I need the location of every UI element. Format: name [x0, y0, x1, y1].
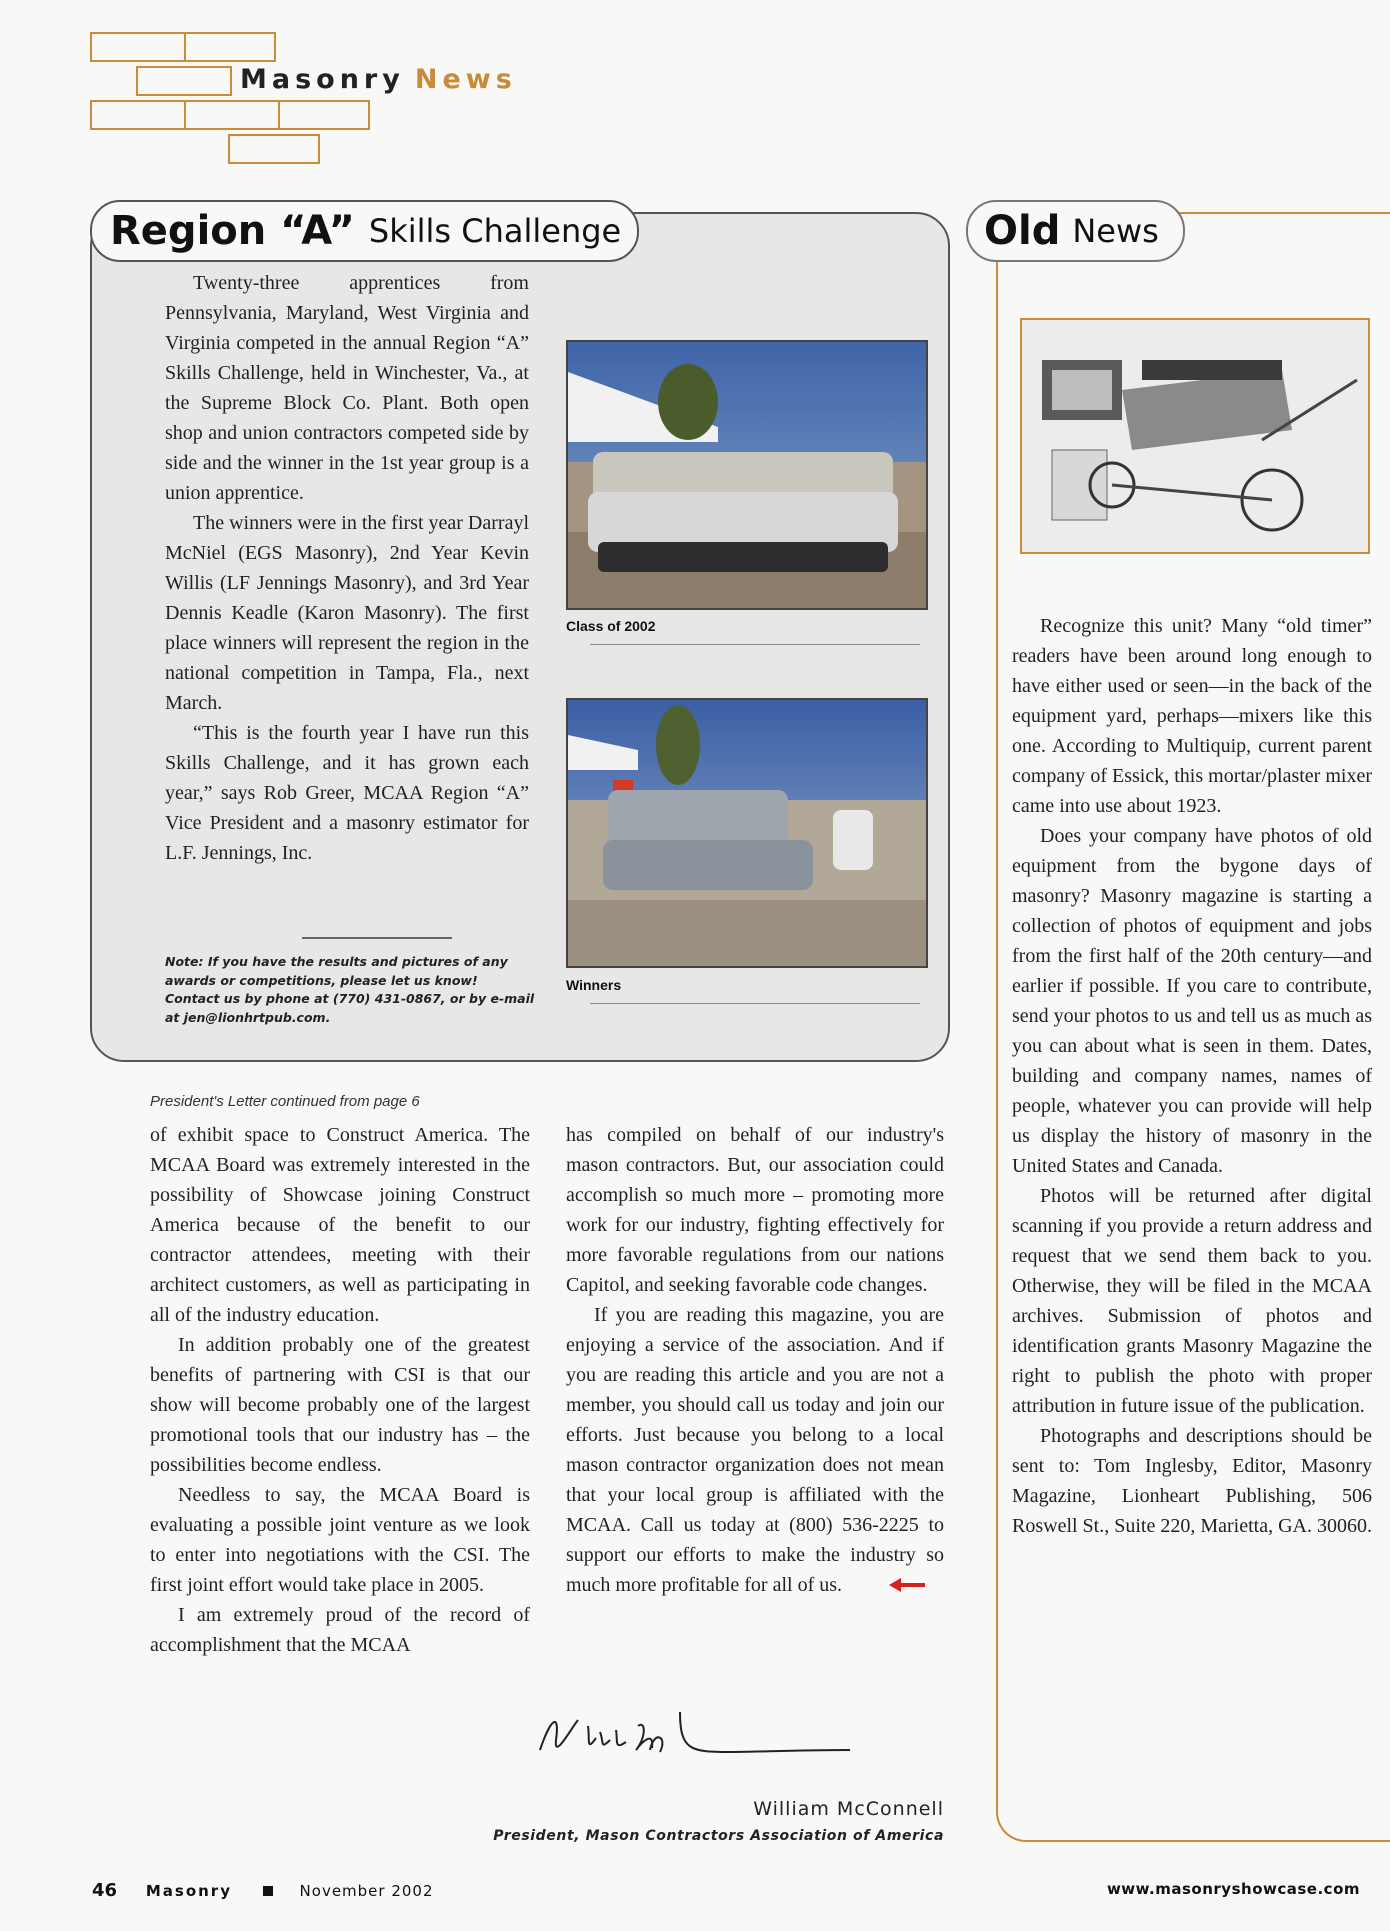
region-article-title: [90, 200, 639, 262]
old-news-paragraph: Does your company have photos of old equipment from the bygone days of masonry? Masonry magazine is starting a collection of photos of equipment and jobs from the first half of the 20th century—and earlier if possible. If you care to contribute, send your photos to us and tell us as much as you can about what is seen in them. Dates, building and company names, names of people, whatever you can provide will help us display the history of masonry in the United States and Canada.: [1012, 825, 1372, 1177]
region-paragraph: Twenty-three apprentices from Pennsylvania, Maryland, West Virginia and Virginia competed in the annual Region “A” Skills Challenge, held in Winchester, Va., at the Supreme Block Co. Plant. Both open shop and union contractors competed side by side and the winner in the 1st year group is a union apprentice.: [165, 272, 529, 504]
old-news-title-main: Old: [984, 208, 1061, 254]
masthead-word-news: News: [414, 64, 517, 95]
handwritten-signature-icon: [530, 1690, 860, 1784]
signature-title: President, Mason Contractors Association of America: [493, 1828, 944, 1844]
footer-square-icon: [263, 1886, 273, 1896]
letter-paragraph: In addition probably one of the greatest benefits of partnering with CSI is that our show will become probably one of the largest promotional tools that our industry has – the possibilities become endless.: [150, 1334, 530, 1476]
class-of-2002-photo: [566, 340, 928, 610]
region-title-sub: Skills Challenge: [368, 212, 622, 250]
old-news-paragraph: Photographs and descriptions should be sent to: Tom Inglesby, Editor, Masonry Magazine, Lionheart Publishing, 506 Roswell St., Suite 220, Marietta, GA. 30060.: [1012, 1425, 1372, 1537]
old-news-title: [966, 200, 1185, 262]
footer-magazine-name: Masonry: [145, 1882, 232, 1900]
signature-name: William McConnell: [753, 1798, 944, 1820]
region-contact-note: Note: If you have the results and pictures of any awards or competitions, please let us know! Contact us by phone at (770) 431-0867, or by e-mail at jen@lionhrtpub.com.: [165, 954, 535, 1025]
caption-rule: [590, 1003, 920, 1004]
caption-rule: [590, 644, 920, 645]
section-masthead: [232, 64, 525, 95]
old-mixer-photo: [1020, 318, 1370, 554]
letter-paragraph: has compiled on behalf of our industry's mason contractors. But, our association could accomplish so much more – promoting more work for our industry, fighting effectively for more favorable regulations from our nations Capitol, and seeking favorable code changes.: [566, 1124, 944, 1296]
region-article-body: [165, 268, 529, 868]
old-news-title-sub: News: [1072, 212, 1159, 250]
page-footer-left: [92, 1880, 434, 1901]
letter-column-2: [566, 1120, 944, 1601]
end-of-article-arrow-icon: [861, 1571, 925, 1601]
letter-paragraph: Needless to say, the MCAA Board is evaluating a possible joint venture as we look to enter into negotiations with the CSI. The first joint effort would take place in 2005.: [150, 1484, 530, 1596]
old-news-paragraph: Recognize this unit? Many “old timer” readers have been around long enough to have either used or seen—in the back of the equipment yard, perhaps—mixers like this one. According to Multiquip, current parent company of Essick, this mortar/plaster mixer came into use about 1923.: [1012, 615, 1372, 817]
old-news-body: [1012, 611, 1372, 1541]
letter-paragraph: If you are reading this magazine, you are enjoying a service of the association. And if you are reading this article and you are not a member, you should call us today and join our efforts. Just because you belong to a local mason contractor organization does not mean that your local group is affiliated with the MCAA. Call us today at (800) 536-2225 to support our efforts to make the industry so much more profitable for all of us.: [566, 1300, 944, 1601]
letter-paragraph: of exhibit space to Construct America. The MCAA Board was extremely interested in the possibility of Showcase joining Construct America because of the benefit to our contractor attendees, meeting with their architect customers, as well as participating in all of the industry education.: [150, 1124, 530, 1326]
class-of-2002-caption: Class of 2002: [566, 618, 656, 634]
continued-from-label: President's Letter continued from page 6: [150, 1093, 420, 1110]
note-divider: [302, 937, 452, 939]
region-title-main: Region “A”: [110, 208, 355, 254]
letter-paragraph: I am extremely proud of the record of accomplishment that the MCAA: [150, 1604, 530, 1656]
page-number: 46: [92, 1880, 118, 1901]
winners-photo: [566, 698, 928, 968]
letter-column-1: [150, 1120, 530, 1660]
region-paragraph: “This is the fourth year I have run this Skills Challenge, and it has grown each year,” says Rob Greer, MCAA Region “A” Vice President and a masonry estimator for L.F. Jennings, Inc.: [165, 722, 529, 864]
old-news-paragraph: Photos will be returned after digital scanning if you provide a return address and request that we send them back to you. Otherwise, they will be filed in the MCAA archives. Submission of photos and identification grants Masonry Magazine the right to publish the photo with proper attribution in future issue of the publication.: [1012, 1185, 1372, 1417]
winners-caption: Winners: [566, 977, 622, 993]
footer-issue-date: November 2002: [299, 1882, 434, 1900]
footer-url: www.masonryshowcase.com: [1106, 1880, 1360, 1898]
region-paragraph: The winners were in the first year Darrayl McNiel (EGS Masonry), 2nd Year Kevin Willis (LF Jennings Masonry), and 3rd Year Dennis Keadle (Karon Masonry). The first place winners will represent the region in the national competition in Tampa, Fla., next March.: [165, 512, 529, 714]
masthead-word-masonry: Masonry: [240, 64, 405, 95]
